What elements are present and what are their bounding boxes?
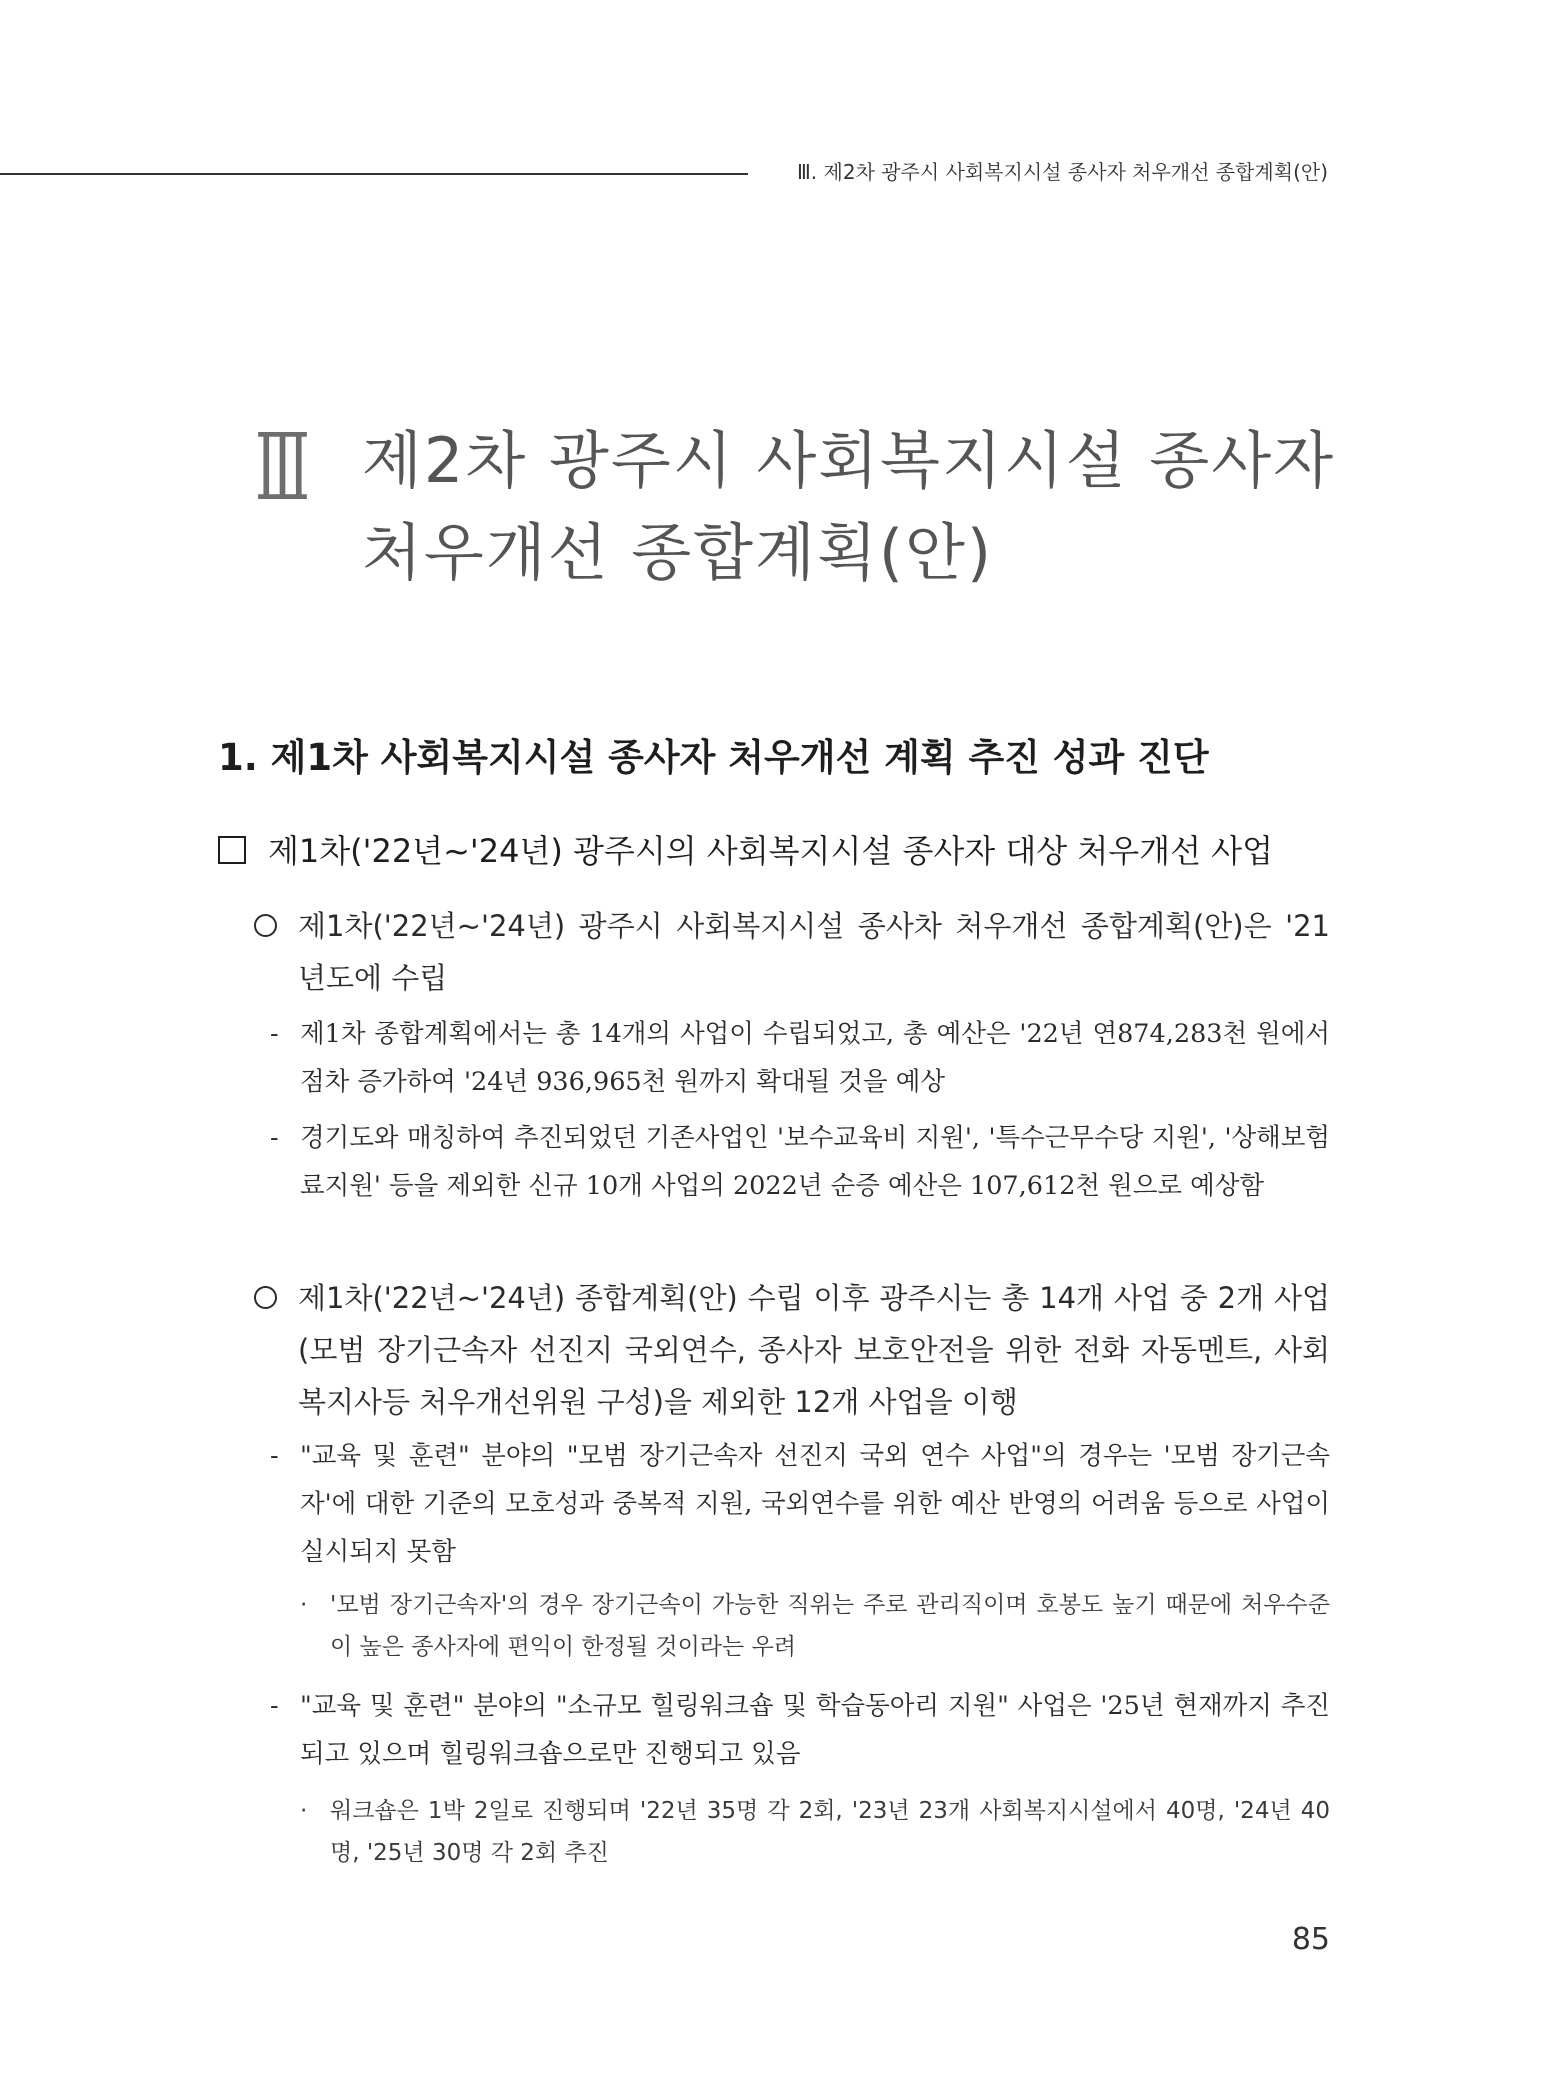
list-item-dash: [270, 1432, 1330, 1576]
circle-bullet-icon: [250, 900, 284, 953]
subsection-heading-text: 제1차('22년~'24년) 광주시의 사회복지시설 종사자 대상 처우개선 사업: [268, 832, 1274, 870]
list-item-dash: [270, 1114, 1330, 1258]
chapter-title-line-2: 처우개선 종합계획(안): [362, 516, 994, 589]
dash-bullet: -: [270, 1441, 279, 1471]
chapter-numeral: Ⅲ: [255, 414, 307, 521]
list-item-text: 경기도와 매칭하여 추진되었던 기존사업인 '보수교육비 지원', '특수근무수당 지원', '상해보험료지원' 등을 제외한 신규 10개 사업의 2022년 순증 예산은 107,612천 원으로 예상함: [300, 1123, 1330, 1201]
list-item-text: 워크숍은 1박 2일로 진행되며 '22년 35명 각 2회, '23년 23개 사회복지시설에서 40명, '24년 40명, '25년 30명 각 2회 추진: [330, 1798, 1330, 1866]
list-item-text: '모범 장기근속자'의 경우 장기근속이 가능한 직위는 주로 관리직이며 호봉도 높기 때문에 처우수준이 높은 종사자에 편익이 한정될 것이라는 우려: [330, 1592, 1330, 1660]
list-item-text: 제1차('22년~'24년) 광주시 사회복지시설 종사차 처우개선 종합계획(안)은 '21 년도에 수립: [298, 909, 1330, 995]
list-item-dash: [270, 1682, 1330, 1778]
circle-bullet-icon: [250, 1272, 284, 1325]
checkbox-square-icon: [218, 836, 246, 864]
dot-bullet: ·: [300, 1798, 308, 1824]
dash-bullet: -: [270, 1123, 279, 1153]
page-number: 85: [1291, 1922, 1330, 1957]
list-item-circle: [250, 900, 1330, 1004]
dash-bullet: -: [270, 1691, 279, 1721]
chapter-title-line-1: 제2차 광주시 사회복지시설 종사자: [362, 424, 1336, 497]
section-heading: 1. 제1차 사회복지시설 종사자 처우개선 계획 추진 성과 진단: [218, 736, 1209, 779]
dash-bullet: -: [270, 1019, 279, 1049]
list-item-circle: [250, 1272, 1330, 1428]
list-item-text: 제1차 종합계획에서는 총 14개의 사업이 수립되었고, 총 예산은 '22년 연874,283천 원에서 점차 증가하여 '24년 936,965천 원까지 확대될 것을 예상: [300, 1019, 1330, 1097]
dot-bullet: ·: [300, 1592, 308, 1618]
header-rule: [0, 173, 748, 175]
subsection-heading: [218, 824, 1273, 878]
list-item-dash: [270, 1010, 1330, 1106]
running-header: Ⅲ. 제2차 광주시 사회복지시설 종사자 처우개선 종합계획(안): [797, 160, 1328, 184]
list-item-dot: [300, 1584, 1330, 1668]
list-item-dot: [300, 1790, 1330, 1874]
list-item-text: "교육 및 훈련" 분야의 "소규모 힐링워크숍 및 학습동아리 지원" 사업은 '25년 현재까지 추진되고 있으며 힐링워크숍으로만 진행되고 있음: [300, 1691, 1330, 1769]
list-item-text: 제1차('22년~'24년) 종합계획(안) 수립 이후 광주시는 총 14개 사업 중 2개 사업(모범 장기근속자 선진지 국외연수, 종사자 보호안전을 위한 전화 자동멘트, 사회복지사등 처우개선위원 구성)을 제외한 12개 사업을 이행: [298, 1281, 1330, 1419]
list-item-text: "교육 및 훈련" 분야의 "모범 장기근속자 선진지 국외 연수 사업"의 경우는 '모범 장기근속자'에 대한 기준의 모호성과 중복적 지원, 국외연수를 위한 예산 반영의 어려움 등으로 사업이 실시되지 못함: [300, 1441, 1330, 1567]
